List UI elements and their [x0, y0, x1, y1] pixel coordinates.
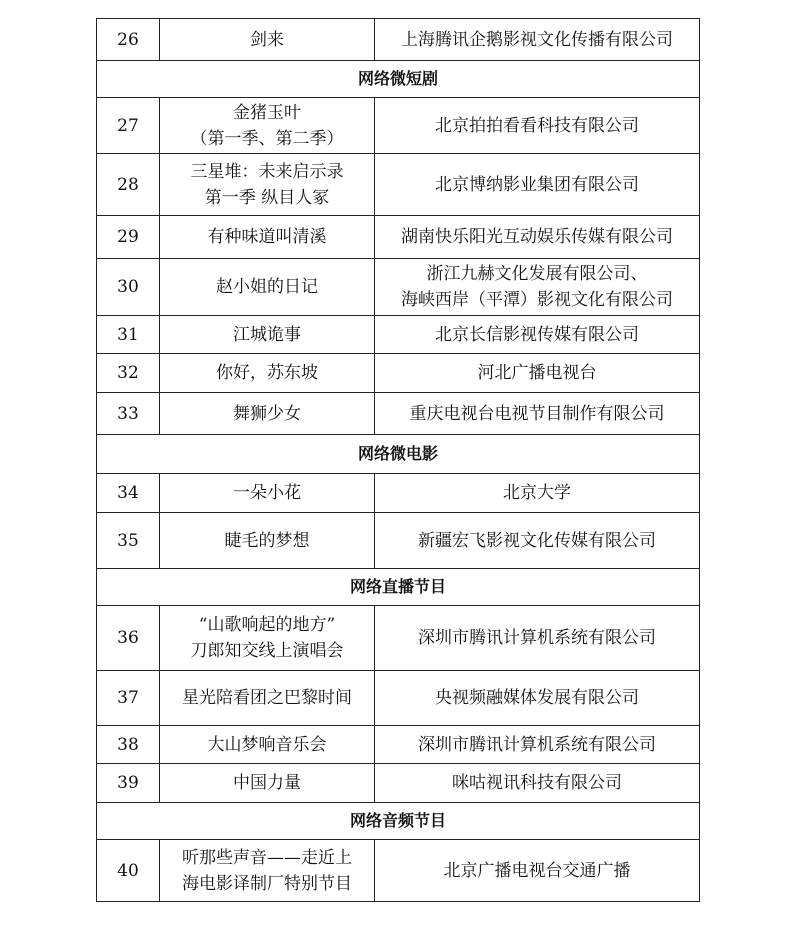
program-title — [160, 154, 375, 216]
producer-organization-line: 上海腾讯企鹅影视文化传播有限公司 — [401, 29, 673, 50]
table-row — [97, 393, 700, 435]
program-title-line: 听那些声音——走近上 — [182, 847, 352, 868]
program-title — [160, 354, 375, 393]
section-header-row — [97, 803, 700, 840]
producer-organization — [375, 354, 700, 393]
section-header-row — [97, 61, 700, 98]
producer-organization-line: 北京拍拍看看科技有限公司 — [435, 115, 639, 136]
row-number: 28 — [97, 154, 160, 216]
table-row — [97, 19, 700, 61]
program-title-line: 刀郎知交线上演唱会 — [190, 641, 344, 661]
producer-organization — [375, 316, 700, 354]
producer-organization — [375, 726, 700, 764]
table-row — [97, 764, 700, 803]
program-title-line: 三星堆：未来启示录 — [190, 161, 344, 182]
producer-organization-line: 央视频融媒体发展有限公司 — [435, 688, 639, 708]
table-row — [97, 513, 700, 569]
row-number: 35 — [97, 513, 160, 569]
program-title — [160, 840, 375, 902]
row-number: 33 — [97, 393, 160, 435]
program-title — [160, 216, 375, 259]
row-number: 32 — [97, 354, 160, 393]
program-title-line: 金猪玉叶 — [233, 102, 301, 123]
table-row — [97, 316, 700, 354]
program-title — [160, 764, 375, 803]
table-row — [97, 98, 700, 154]
row-number: 37 — [97, 671, 160, 726]
program-title-line: 海电影译制厂特别节目 — [182, 873, 352, 894]
producer-organization — [375, 840, 700, 902]
producer-organization-line: 北京博纳影业集团有限公司 — [435, 174, 639, 195]
table-row — [97, 726, 700, 764]
program-title — [160, 98, 375, 154]
section-header: 网络直播节目 — [97, 569, 700, 606]
program-title-line: 睫毛的梦想 — [224, 530, 310, 551]
producer-organization-line: 海峡西岸（平潭）影视文化有限公司 — [401, 290, 673, 310]
program-title — [160, 393, 375, 435]
table-row — [97, 354, 700, 393]
program-title-line: 有种味道叫清溪 — [207, 227, 327, 247]
producer-organization — [375, 154, 700, 216]
program-title-line: 赵小姐的日记 — [216, 277, 318, 297]
program-title — [160, 19, 375, 61]
program-title — [160, 671, 375, 726]
row-number: 34 — [97, 474, 160, 513]
producer-organization — [375, 606, 700, 671]
section-header: 网络微电影 — [97, 435, 700, 474]
producer-organization-line: 新疆宏飞影视文化传媒有限公司 — [418, 530, 656, 551]
program-title — [160, 606, 375, 671]
row-number: 39 — [97, 764, 160, 803]
section-header: 网络音频节目 — [97, 803, 700, 840]
program-title — [160, 726, 375, 764]
table-row — [97, 216, 700, 259]
program-title-line: 一朵小花 — [233, 483, 301, 503]
producer-organization-line: 北京广播电视台交通广播 — [443, 860, 631, 881]
producer-organization — [375, 216, 700, 259]
program-title-line: 第一季 纵目人冢 — [204, 187, 330, 208]
row-number: 36 — [97, 606, 160, 671]
program-title-line: 中国力量 — [233, 773, 301, 793]
award-list-body — [97, 19, 700, 902]
producer-organization-line: 重庆电视台电视节目制作有限公司 — [409, 403, 665, 424]
producer-organization — [375, 671, 700, 726]
row-number: 40 — [97, 840, 160, 902]
producer-organization-line: 湖南快乐阳光互动娱乐传媒有限公司 — [401, 227, 673, 247]
program-title-line: 剑来 — [250, 29, 284, 50]
producer-organization — [375, 513, 700, 569]
section-header-row — [97, 435, 700, 474]
producer-organization — [375, 259, 700, 316]
producer-organization-line: 北京大学 — [503, 483, 571, 503]
producer-organization-line: 深圳市腾讯计算机系统有限公司 — [418, 628, 656, 648]
table-row — [97, 840, 700, 902]
award-list-table — [96, 18, 700, 902]
program-title-line: “山歌响起的地方” — [198, 615, 336, 635]
producer-organization — [375, 19, 700, 61]
table-row — [97, 154, 700, 216]
row-number: 27 — [97, 98, 160, 154]
program-title-line: 舞狮少女 — [233, 403, 301, 424]
section-header-row — [97, 569, 700, 606]
producer-organization — [375, 393, 700, 435]
program-title — [160, 474, 375, 513]
row-number: 38 — [97, 726, 160, 764]
producer-organization-line: 北京长信影视传媒有限公司 — [435, 324, 639, 345]
table-row — [97, 259, 700, 316]
producer-organization — [375, 474, 700, 513]
row-number: 26 — [97, 19, 160, 61]
row-number: 30 — [97, 259, 160, 316]
program-title-line: 江城诡事 — [233, 324, 301, 345]
producer-organization — [375, 764, 700, 803]
program-title-line: 你好，苏东坡 — [216, 363, 318, 383]
program-title-line: （第一季、第二季） — [190, 128, 344, 149]
table-row — [97, 474, 700, 513]
table-row — [97, 606, 700, 671]
row-number: 31 — [97, 316, 160, 354]
table-row — [97, 671, 700, 726]
program-title — [160, 513, 375, 569]
producer-organization-line: 浙江九赫文化发展有限公司、 — [426, 264, 648, 284]
program-title — [160, 259, 375, 316]
producer-organization-line: 河北广播电视台 — [477, 363, 597, 383]
producer-organization — [375, 98, 700, 154]
program-title — [160, 316, 375, 354]
program-title-line: 星光陪看团之巴黎时间 — [182, 688, 352, 708]
producer-organization-line: 深圳市腾讯计算机系统有限公司 — [418, 734, 656, 755]
program-title-line: 大山梦响音乐会 — [207, 734, 327, 755]
section-header: 网络微短剧 — [97, 61, 700, 98]
producer-organization-line: 咪咕视讯科技有限公司 — [452, 773, 622, 793]
row-number: 29 — [97, 216, 160, 259]
